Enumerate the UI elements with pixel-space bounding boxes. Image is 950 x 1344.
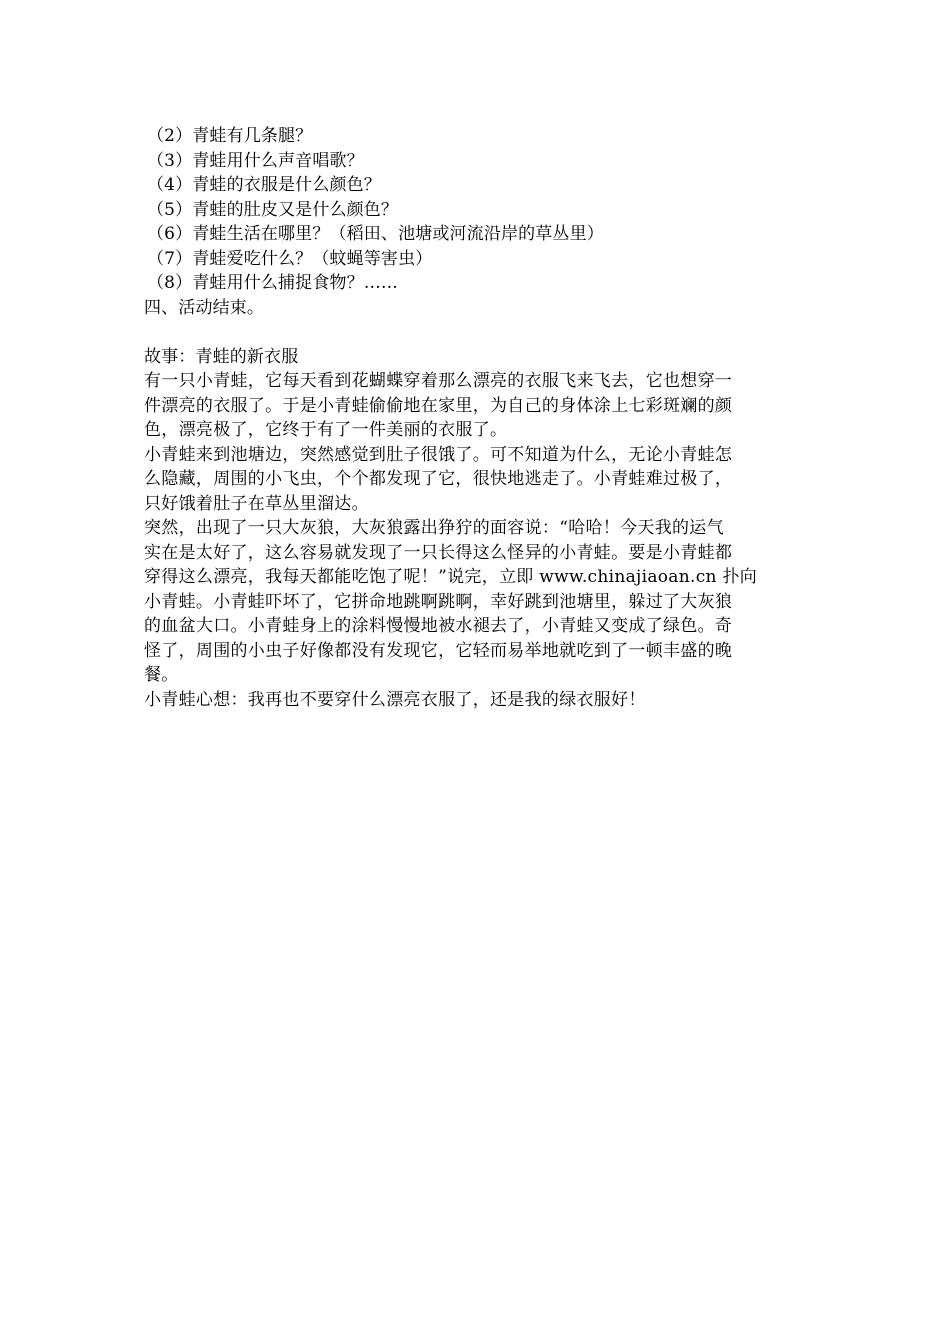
story-paragraph bbox=[144, 443, 804, 517]
story-paragraph bbox=[144, 369, 804, 443]
story-line: 小青蛙来到池塘边，突然感觉到肚子很饿了。可不知道为什么，无论小青蛙怎 bbox=[144, 444, 733, 465]
question-item: （2）青蛙有几条腿？ bbox=[147, 126, 313, 146]
question-item: （7）青蛙爱吃什么？（蚊蝇等害虫） bbox=[147, 248, 433, 269]
story-title: 故事：青蛙的新衣服 bbox=[144, 346, 299, 367]
question-item: （6）青蛙生活在哪里？（稻田、池塘或河流沿岸的草丛里） bbox=[147, 224, 604, 244]
story-line: 只好饿着肚子在草丛里溜达。 bbox=[144, 493, 369, 514]
story-paragraph bbox=[144, 516, 804, 688]
story-line: 色，漂亮极了，它终于有了一件美丽的衣服了。 bbox=[144, 420, 508, 440]
question-item: （4）青蛙的衣服是什么颜色？ bbox=[147, 175, 381, 195]
blank-line bbox=[144, 320, 804, 345]
document-page bbox=[144, 124, 804, 712]
question-item: （5）青蛙的肚皮又是什么颜色？ bbox=[147, 199, 399, 220]
story-line: 餐。 bbox=[144, 665, 179, 685]
story-line: 小青蛙。小青蛙吓坏了，它拼命地跳啊跳啊，幸好跳到池塘里，躲过了大灰狼 bbox=[144, 591, 733, 612]
question-item: （8）青蛙用什么捕捉食物？…… bbox=[147, 273, 399, 293]
story-line: 怪了，周围的小虫子好像都没有发现它，它轻而易举地就吃到了一顿丰盛的晚 bbox=[144, 640, 733, 661]
story-line: 实在是太好了，这么容易就发现了一只长得这么怪异的小青蛙。要是小青蛙都 bbox=[144, 542, 733, 563]
story-line: 么隐藏，周围的小飞虫，个个都发现了它，很快地逃走了。小青蛙难过极了， bbox=[144, 469, 733, 489]
story-line: 件漂亮的衣服了。于是小青蛙偷偷地在家里，为自己的身体涂上七彩斑斓的颜 bbox=[144, 395, 733, 416]
story-paragraph bbox=[144, 688, 804, 713]
story-line: 突然，出现了一只大灰狼，大灰狼露出狰狞的面容说：“哈哈！今天我的运气 bbox=[144, 518, 724, 538]
section-heading-activity-end: 四、活动结束。 bbox=[144, 297, 265, 318]
story-line: 有一只小青蛙，它每天看到花蝴蝶穿着那么漂亮的衣服飞来飞去，它也想穿一 bbox=[144, 371, 733, 391]
question-item: （3）青蛙用什么声音唱歌？ bbox=[147, 150, 364, 171]
story-line: 的血盆大口。小青蛙身上的涂料慢慢地被水褪去了，小青蛙又变成了绿色。奇 bbox=[144, 616, 733, 636]
story-line: 穿得这么漂亮，我每天都能吃饱了呢！”说完，立即 www.chinajiaoan.cn 扑向 bbox=[144, 567, 758, 587]
story-line: 小青蛙心想：我再也不要穿什么漂亮衣服了，还是我的绿衣服好！ bbox=[144, 689, 646, 710]
